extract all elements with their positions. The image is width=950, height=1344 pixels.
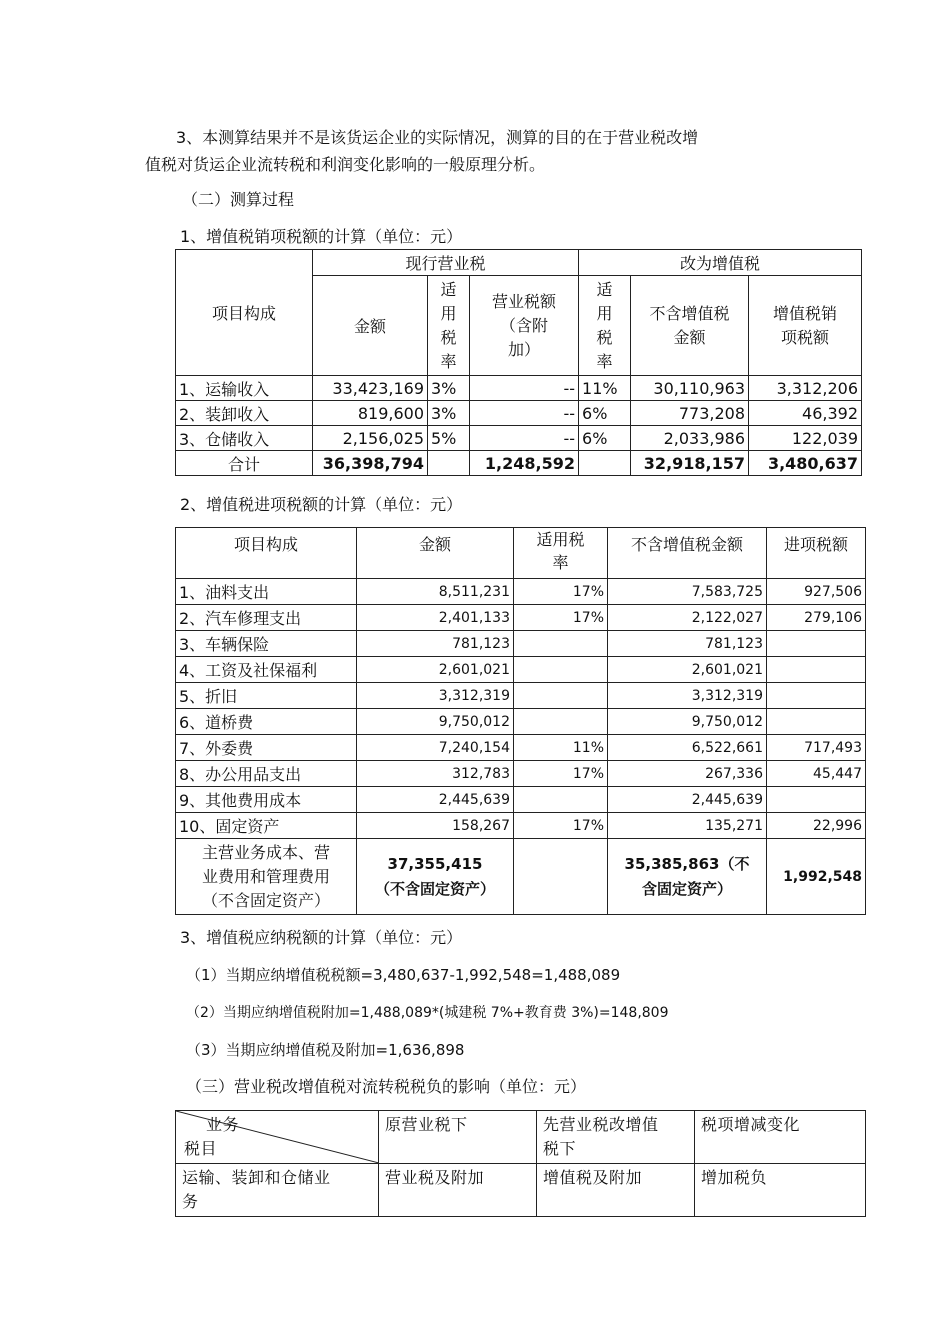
t2-cell-rate [514, 787, 608, 813]
t2-cell-ex-vat: 9,750,012 [608, 709, 767, 735]
table-row [176, 631, 866, 657]
table-summary-row [176, 839, 866, 915]
t2-cell-rate [514, 683, 608, 709]
t1-total-output: 3,480,637 [749, 451, 862, 476]
t2-cell-input [767, 683, 866, 709]
t1-cell-biztax: -- [470, 426, 579, 451]
note3-line2: 值税对货运企业流转税和利润变化影响的一般原理分析。 [145, 155, 546, 174]
t2-cell-input: 279,106 [767, 605, 866, 631]
t2-cell-ex-vat: 135,271 [608, 813, 767, 839]
t2-cell-item: 9、其他费用成本 [176, 787, 357, 813]
t1-total-amount: 36,398,794 [313, 451, 428, 476]
t1-col-amount: 金额 [313, 276, 428, 376]
t2-cell-amount: 2,401,133 [357, 605, 514, 631]
t1-cell-output: 122,039 [749, 426, 862, 451]
t2-cell-input [767, 631, 866, 657]
t2-summary-amount: 37,355,415 （不含固定资产） [357, 839, 514, 915]
t2-cell-amount: 7,240,154 [357, 735, 514, 761]
t2-cell-rate [514, 657, 608, 683]
t2-cell-ex-vat: 2,122,027 [608, 605, 767, 631]
t2-header-ex-vat: 不含增值税金额 [608, 528, 767, 579]
t1-group-vat: 改为增值税 [579, 250, 862, 276]
t1-cell-rate2: 11% [579, 376, 631, 401]
table-row [176, 813, 866, 839]
t2-cell-amount: 9,750,012 [357, 709, 514, 735]
t2-cell-rate: 11% [514, 735, 608, 761]
t2-cell-item: 1、油料支出 [176, 579, 357, 605]
t1-cell-amount: 2,156,025 [313, 426, 428, 451]
t2-header-input: 进项税额 [767, 528, 866, 579]
t1-cell-amount: 819,600 [313, 401, 428, 426]
t2-cell-input [767, 657, 866, 683]
t1-total-rate [428, 451, 470, 476]
t2-cell-input [767, 709, 866, 735]
table-row [176, 761, 866, 787]
table-row [176, 579, 866, 605]
t2-summary-input: 1,992,548 [767, 839, 866, 915]
t2-cell-item: 10、固定资产 [176, 813, 357, 839]
t2-cell-item: 7、外委费 [176, 735, 357, 761]
table-row [176, 683, 866, 709]
t2-summary-item: 主营业务成本、营 业费用和管理费用 （不含固定资产） [176, 839, 357, 915]
t1-cell-rate: 3% [428, 376, 470, 401]
t1-cell-ex-vat: 2,033,986 [631, 426, 749, 451]
t2-cell-item: 6、道桥费 [176, 709, 357, 735]
calc1-title: 1、增值税销项税额的计算（单位：元） [180, 227, 463, 246]
t2-header-rate: 适用税 率 [514, 528, 608, 579]
calc3-item1: （1）当期应纳增值税税额=3,480,637-1,992,548=1,488,089 [186, 966, 621, 984]
t2-cell-ex-vat: 2,601,021 [608, 657, 767, 683]
table-row [176, 426, 862, 451]
table-row [176, 376, 862, 401]
t2-cell-input: 45,447 [767, 761, 866, 787]
calc3-title: 3、增值税应纳税额的计算（单位：元） [180, 928, 463, 947]
t2-cell-amount: 158,267 [357, 813, 514, 839]
t1-cell-item: 2、装卸收入 [176, 401, 313, 426]
t2-cell-input: 22,996 [767, 813, 866, 839]
t2-cell-ex-vat: 6,522,661 [608, 735, 767, 761]
t2-cell-item: 8、办公用品支出 [176, 761, 357, 787]
t2-cell-input: 927,506 [767, 579, 866, 605]
t2-cell-ex-vat: 2,445,639 [608, 787, 767, 813]
t2-cell-rate [514, 709, 608, 735]
t2-cell-amount: 3,312,319 [357, 683, 514, 709]
output-vat-table [175, 249, 862, 476]
t3-corner-top: 业务 [206, 1115, 240, 1134]
t1-cell-amount: 33,423,169 [313, 376, 428, 401]
note3-line1: 3、本测算结果并不是该货运企业的实际情况，测算的目的在于营业税改增 [176, 128, 699, 147]
t2-cell-input: 717,493 [767, 735, 866, 761]
t2-cell-amount: 2,445,639 [357, 787, 514, 813]
calc3-item2: （2）当期应纳增值税附加=1,488,089*(城建税 7%+教育费 3%)=148,809 [186, 1005, 669, 1021]
t2-cell-ex-vat: 781,123 [608, 631, 767, 657]
t1-cell-ex-vat: 30,110,963 [631, 376, 749, 401]
t2-header-item: 项目构成 [176, 528, 357, 579]
t3-row-orig: 营业税及附加 [379, 1164, 537, 1217]
t1-total-ex-vat: 32,918,157 [631, 451, 749, 476]
t2-cell-amount: 312,783 [357, 761, 514, 787]
t2-cell-rate [514, 631, 608, 657]
t2-cell-ex-vat: 7,583,725 [608, 579, 767, 605]
t1-cell-rate: 3% [428, 401, 470, 426]
t2-cell-item: 4、工资及社保福利 [176, 657, 357, 683]
t3-row-item: 运输、装卸和仓储业 务 [176, 1164, 379, 1217]
t2-cell-rate: 17% [514, 605, 608, 631]
t2-cell-input [767, 787, 866, 813]
t2-cell-item: 3、车辆保险 [176, 631, 357, 657]
t2-cell-ex-vat: 267,336 [608, 761, 767, 787]
t1-col-rate2: 适 用 税 率 [579, 276, 631, 376]
table-total-row [176, 451, 862, 476]
t1-total-biztax: 1,248,592 [470, 451, 579, 476]
t1-cell-output: 46,392 [749, 401, 862, 426]
table-row [176, 657, 866, 683]
t2-cell-amount: 781,123 [357, 631, 514, 657]
table-row [176, 735, 866, 761]
calc2-title: 2、增值税进项税额的计算（单位：元） [180, 495, 463, 514]
t3-col-change: 税项增减变化 [695, 1111, 866, 1164]
t2-cell-rate: 17% [514, 813, 608, 839]
table-row [176, 709, 866, 735]
table-row [176, 787, 866, 813]
t1-header-item: 项目构成 [176, 250, 313, 376]
t1-total-rate2 [579, 451, 631, 476]
t2-cell-item: 5、折旧 [176, 683, 357, 709]
t3-row-change: 增加税负 [695, 1164, 866, 1217]
t1-cell-biztax: -- [470, 401, 579, 426]
section3-heading: （三）营业税改增值税对流转税税负的影响（单位：元） [186, 1077, 587, 1096]
calc3-item3: （3）当期应纳增值税及附加=1,636,898 [186, 1041, 465, 1059]
table-row [176, 1164, 866, 1217]
t1-cell-output: 3,312,206 [749, 376, 862, 401]
table-row [176, 605, 866, 631]
input-vat-table [175, 527, 866, 915]
section2-heading: （二）测算过程 [182, 190, 295, 209]
tax-impact-table [175, 1110, 866, 1217]
t2-summary-ex-vat: 35,385,863（不 含固定资产） [608, 839, 767, 915]
t3-col-new: 先营业税改增值 税下 [537, 1111, 695, 1164]
t1-group-current: 现行营业税 [313, 250, 579, 276]
t3-col-orig: 原营业税下 [379, 1111, 537, 1164]
t1-cell-biztax: -- [470, 376, 579, 401]
t2-cell-amount: 8,511,231 [357, 579, 514, 605]
t2-cell-rate: 17% [514, 761, 608, 787]
t2-cell-rate: 17% [514, 579, 608, 605]
table-row [176, 401, 862, 426]
t1-col-biztax: 营业税额 （含附 加） [470, 276, 579, 376]
t1-col-output: 增值税销 项税额 [749, 276, 862, 376]
t1-cell-rate2: 6% [579, 426, 631, 451]
t1-cell-item: 1、运输收入 [176, 376, 313, 401]
t1-cell-ex-vat: 773,208 [631, 401, 749, 426]
t3-row-new: 增值税及附加 [537, 1164, 695, 1217]
t1-cell-rate: 5% [428, 426, 470, 451]
t2-summary-rate [514, 839, 608, 915]
t2-cell-ex-vat: 3,312,319 [608, 683, 767, 709]
t1-col-ex-vat: 不含增值税 金额 [631, 276, 749, 376]
t1-col-rate: 适 用 税 率 [428, 276, 470, 376]
t3-corner-bottom: 税目 [184, 1139, 218, 1158]
t2-cell-amount: 2,601,021 [357, 657, 514, 683]
t1-total-label: 合计 [176, 451, 313, 476]
t3-corner-cell [176, 1111, 379, 1164]
t2-cell-item: 2、汽车修理支出 [176, 605, 357, 631]
t1-cell-rate2: 6% [579, 401, 631, 426]
t1-cell-item: 3、仓储收入 [176, 426, 313, 451]
t2-header-amount: 金额 [357, 528, 514, 579]
